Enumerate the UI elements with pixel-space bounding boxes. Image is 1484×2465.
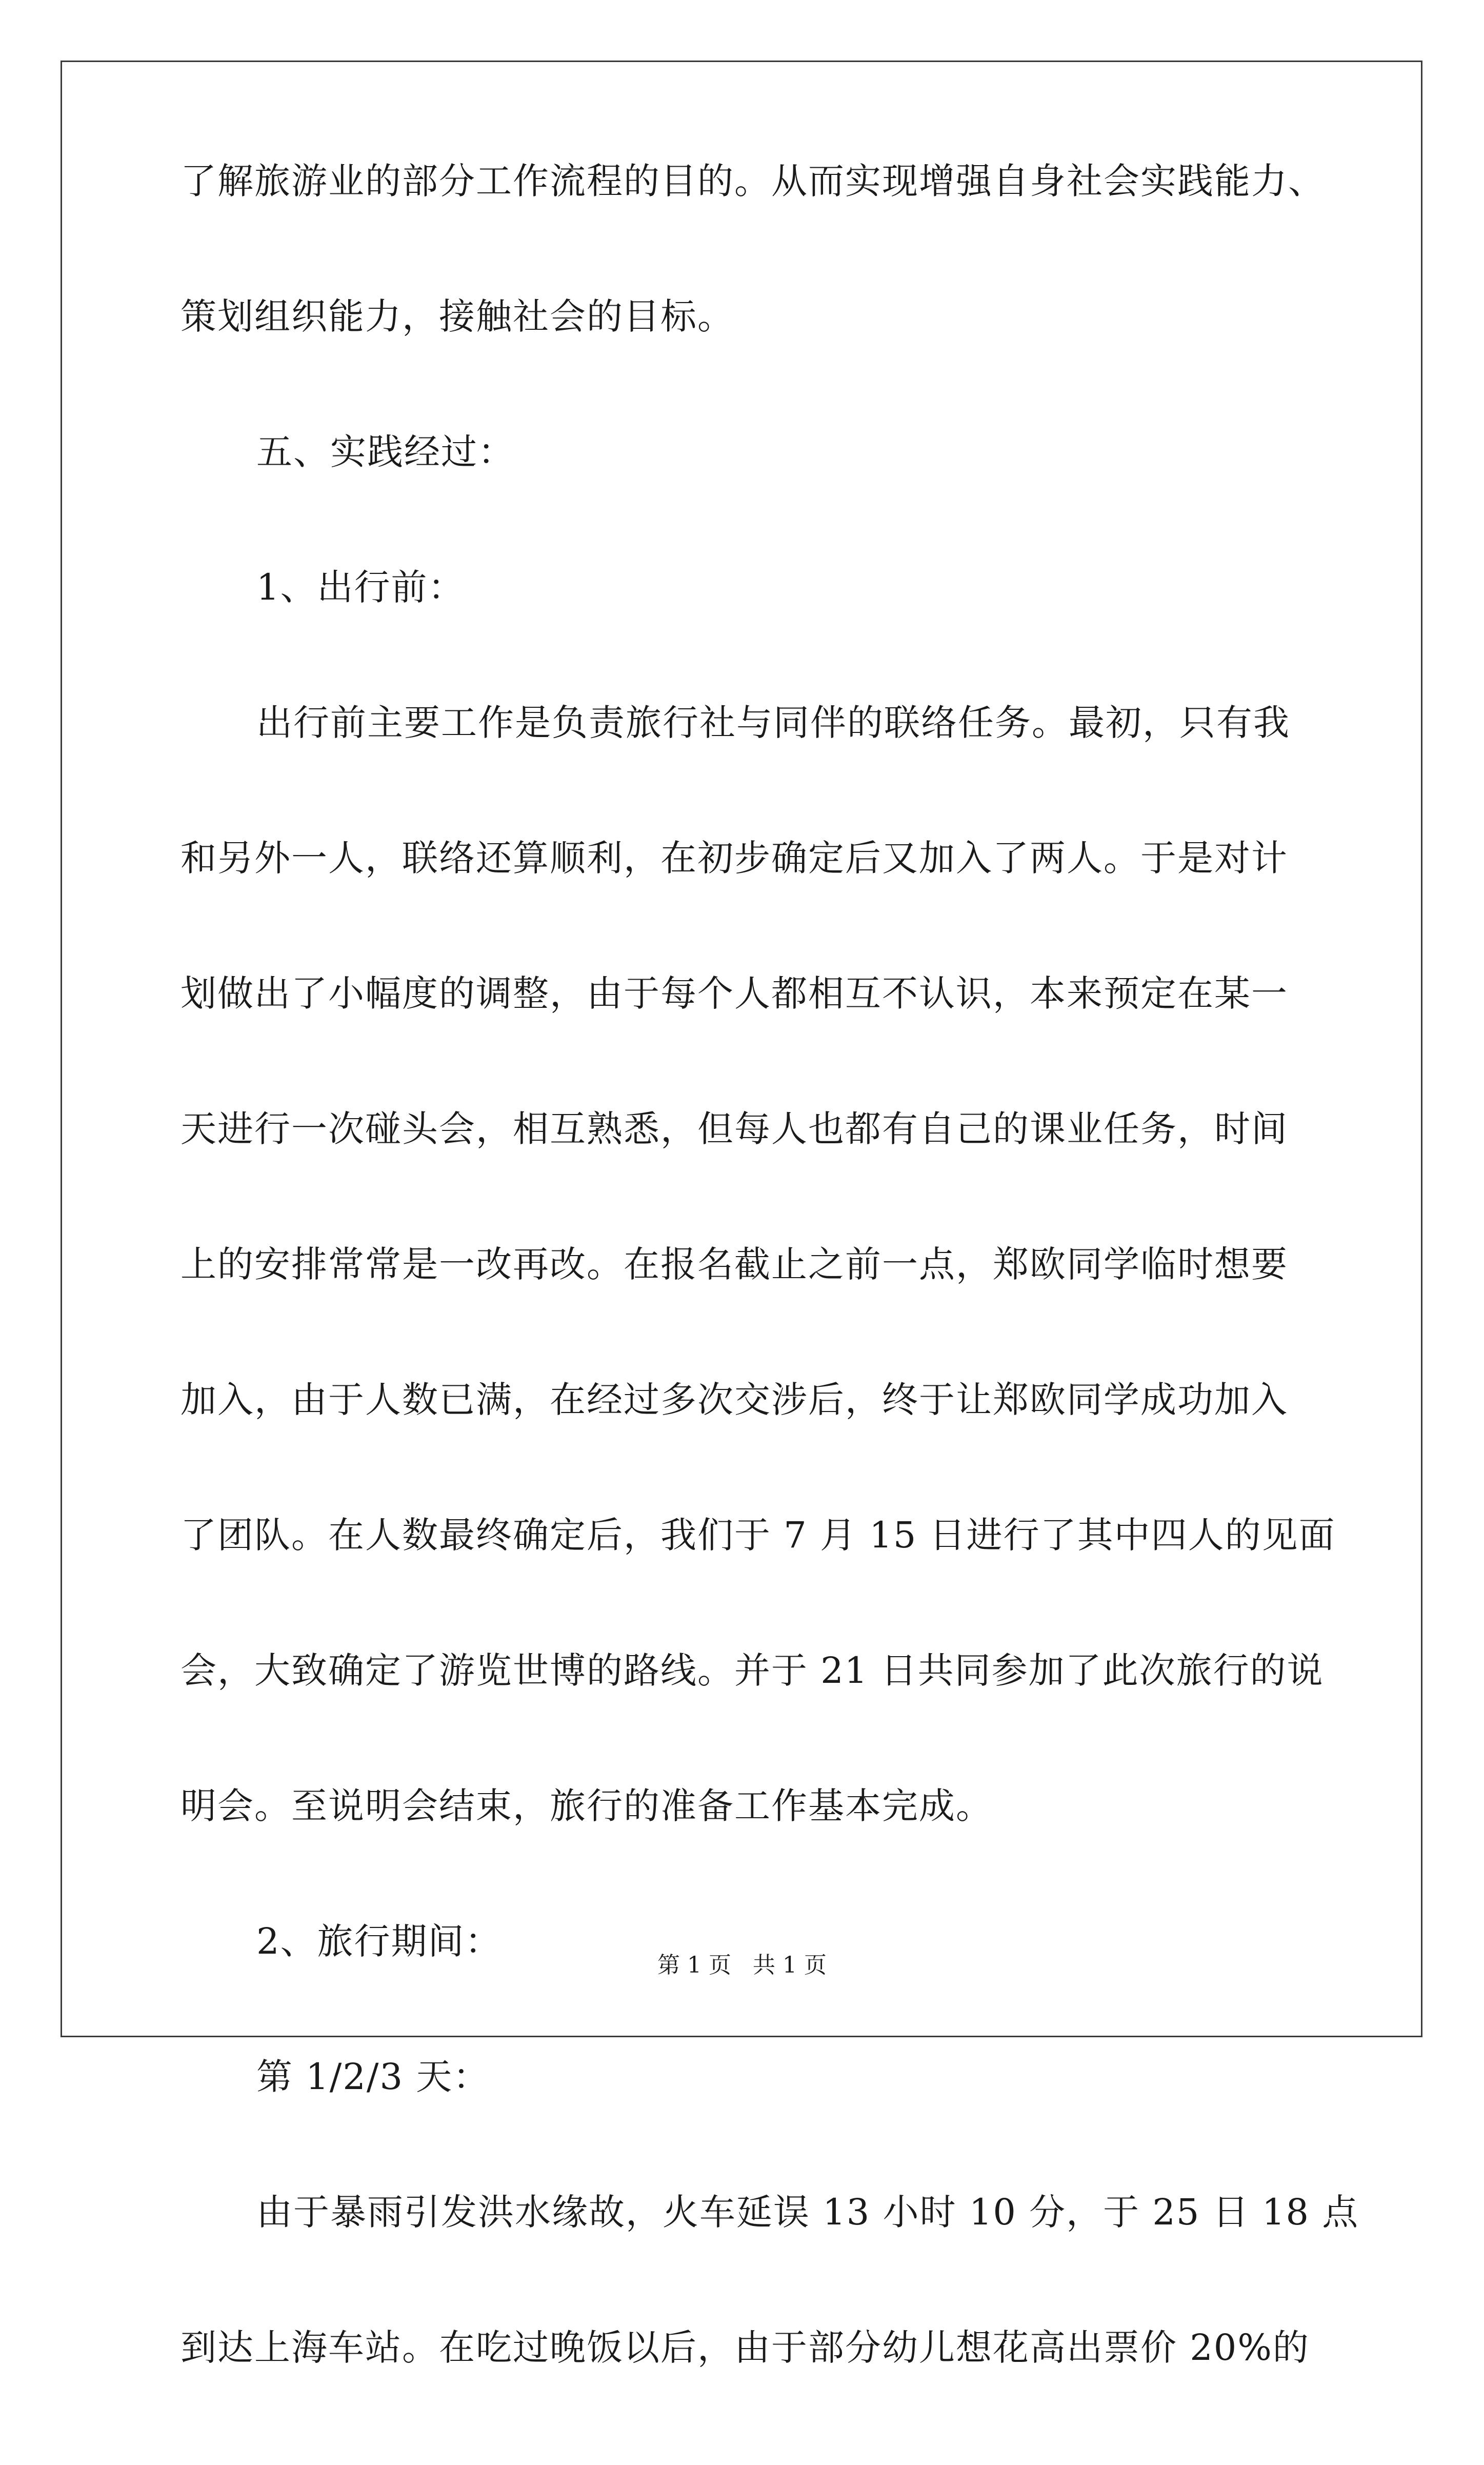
paragraph-line: 明会。至说明会结束，旅行的准备工作基本完成。 [181,1785,993,1827]
page-total: 共 1 页 [753,1952,827,1978]
paragraph-line: 加入，由于人数已满，在经过多次交涉后，终于让郑欧同学成功加入 [181,1379,1288,1421]
paragraph-line: 了解旅游业的部分工作流程的目的。从而实现增强自身社会实践能力、 [181,160,1325,202]
subsection-heading: 1、出行前： [256,566,465,608]
paragraph-line: 天进行一次碰头会，相互熟悉，但每人也都有自己的课业任务，时间 [181,1108,1288,1150]
paragraph-line: 策划组织能力，接触社会的目标。 [181,295,734,337]
paragraph-line: 和另外一人，联络还算顺利，在初步确定后又加入了两人。于是对计 [181,837,1288,879]
paragraph-line: 由于暴雨引发洪水缘故，火车延误 13 小时 10 分，于 25 日 18 点 [256,2191,1359,2233]
paragraph-line: 上的安排常常是一改再改。在报名截止之前一点，郑欧同学临时想要 [181,1243,1288,1285]
paragraph-line: 划做出了小幅度的调整，由于每个人都相互不认识，本来预定在某一 [181,972,1288,1015]
paragraph-line: 出行前主要工作是负责旅行社与同伴的联络任务。最初，只有我 [256,702,1290,744]
paragraph-line: 会，大致确定了游览世博的路线。并于 21 日共同参加了此次旅行的说 [181,1649,1324,1692]
section-heading: 五、实践经过： [256,431,515,473]
document-body [181,160,1359,2465]
paragraph-line: 到达上海车站。在吃过晚饭以后，由于部分幼儿想花高出票价 20%的 [181,2327,1310,2369]
page-number: 第 1 页 [657,1952,731,1978]
page-footer [0,1946,1484,1979]
subsection-heading: 2、旅行期间： [256,1920,502,1962]
day-heading: 第 1/2/3 天： [256,2056,490,2098]
paragraph-line: 了团队。在人数最终确定后，我们于 7 月 15 日进行了其中四人的见面 [181,1514,1336,1556]
